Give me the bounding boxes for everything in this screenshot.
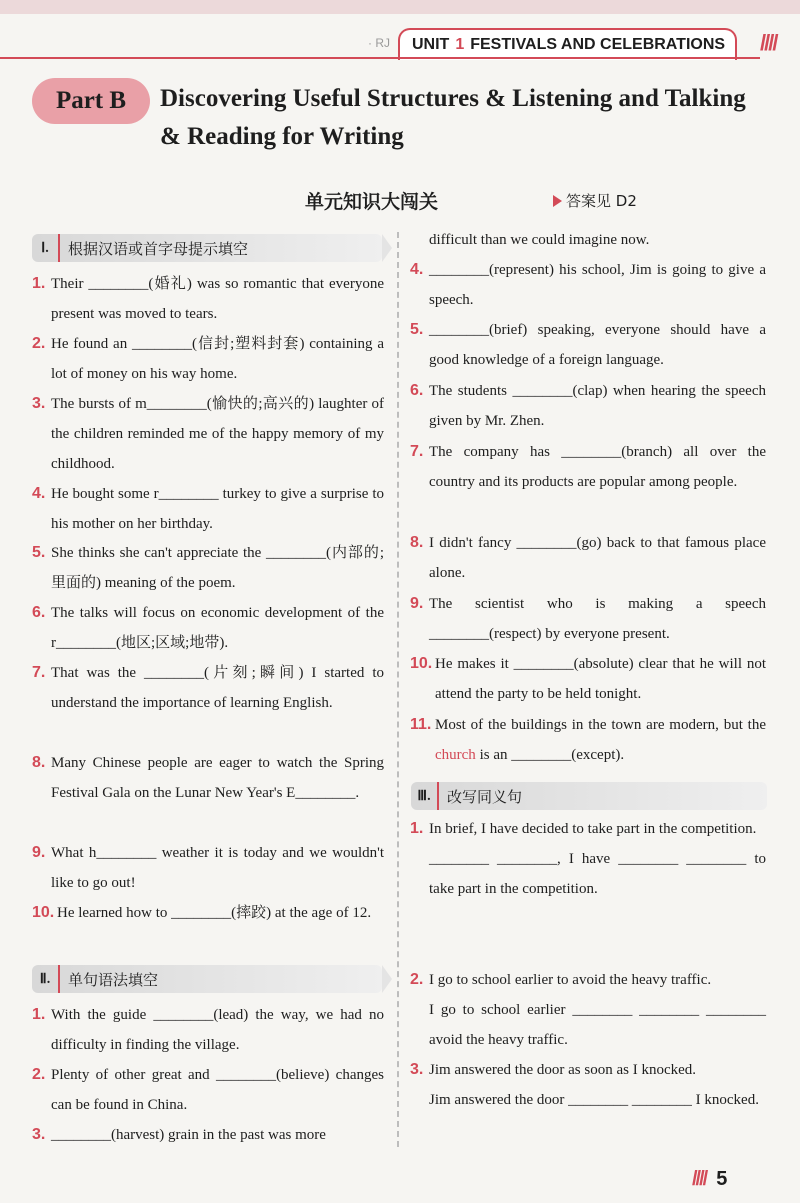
list-item (410, 1055, 766, 1115)
item-number: 9. (32, 844, 46, 861)
answer-reference (553, 190, 637, 211)
list-item (32, 748, 384, 808)
item-number: 5. (32, 544, 46, 561)
item-number: 3. (32, 1126, 46, 1143)
footer-slash-decoration: //// (692, 1168, 707, 1190)
item-number: 9. (410, 595, 424, 612)
item-text: I didn't fancy ________(go) back to that famous place alone. (429, 535, 766, 581)
column-divider (397, 232, 399, 1147)
list-item (32, 479, 384, 539)
item-rewrite: ________ ________, I have ________ ________ to take part in the competition. (429, 851, 766, 897)
item-number: 8. (410, 534, 424, 551)
page-number: 5 (716, 1168, 728, 1190)
item-number: 1. (32, 275, 46, 292)
item-text: What h________ weather it is today and we wouldn't like to go out! (51, 845, 384, 891)
section-heading: 单元知识大闯关 (305, 191, 439, 213)
list-item (410, 965, 766, 1055)
item-text: He learned how to ________(摔跤) at the age of 12. (57, 905, 372, 921)
item-rewrite: I go to school earlier ________ ________ ________ avoid the heavy traffic. (429, 1002, 766, 1048)
highlight-word: church (435, 747, 476, 763)
item-text: He makes it ________(absolute) clear that he will not attend the party to be held tonight. (435, 656, 766, 702)
list-item (32, 329, 384, 389)
item-number: 5. (410, 321, 424, 338)
page-footer (692, 1168, 727, 1191)
section-roman-2: Ⅱ. (32, 965, 60, 993)
header-prefix: · RJ (368, 36, 390, 50)
unit-header (398, 28, 737, 60)
header-slash-decoration: //// (760, 30, 777, 55)
list-item (32, 269, 384, 329)
item-text: Many Chinese people are eager to watch the Spring Festival Gala on the Lunar New Year's E________. (51, 755, 384, 801)
item-number: 1. (410, 820, 424, 837)
section-title-1: 根据汉语或首字母提示填空 (68, 239, 249, 258)
item-number: 1. (32, 1006, 46, 1023)
item-text: In brief, I have decided to take part in the competition. (429, 821, 757, 837)
item-text: ________(brief) speaking, everyone should have a good knowledge of a foreign language. (429, 322, 766, 368)
item-number: 8. (32, 754, 46, 771)
list-item (410, 528, 766, 588)
item-text: That was the ________(片刻;瞬间) I started to understand the importance of learning English. (51, 665, 384, 711)
item-text: The talks will focus on economic development of the r________(地区;区域;地带). (51, 605, 384, 651)
item-text: Their ________(婚礼) was so romantic that everyone present was moved to tears. (51, 276, 384, 322)
item-text-after: is an ________(except). (475, 747, 625, 763)
list-item (32, 538, 384, 598)
list-item (410, 315, 766, 375)
item-text: He found an ________(信封;塑料封套) containing a lot of money on his way home. (51, 336, 384, 382)
list-item (410, 255, 766, 315)
item-text: With the guide ________(lead) the way, we had no difficulty in finding the village. (51, 1007, 384, 1053)
item-number: 11. (410, 716, 432, 733)
section-bar-2 (32, 965, 382, 993)
item-number: 4. (32, 485, 46, 502)
item-rewrite: Jim answered the door ________ ________ I knocked. (429, 1092, 759, 1108)
item-text: ________(harvest) grain in the past was more (51, 1127, 326, 1143)
part-label: Part B (55, 87, 127, 114)
item-text (435, 710, 766, 770)
section-bar-end (382, 965, 392, 993)
list-item (32, 838, 384, 898)
header-rule (0, 57, 760, 59)
section-title-2: 单句语法填空 (68, 970, 159, 989)
list-item (410, 814, 766, 904)
list-item (410, 437, 766, 497)
item-number: 2. (410, 971, 424, 988)
item-number: 6. (410, 382, 424, 399)
item-number: 7. (410, 443, 424, 460)
list-item (410, 649, 766, 709)
answer-reference-text: 答案见 D2 (566, 192, 637, 210)
list-item (32, 898, 384, 928)
item-text: The bursts of m________(愉快的;高兴的) laughter of the children reminded me of the happy memory of my childhood. (51, 396, 384, 472)
item-text: The students ________(clap) when hearing the speech given by Mr. Zhen. (429, 383, 766, 429)
section-roman-1: Ⅰ. (32, 234, 60, 262)
triangle-arrow-icon (553, 195, 562, 207)
item-text: She thinks she can't appreciate the ________(内部的;里面的) meaning of the poem. (51, 545, 384, 591)
section-bar-3 (411, 782, 767, 810)
item-text: ________(represent) his school, Jim is going to give a speech. (429, 262, 766, 308)
item-number: 10. (410, 655, 433, 672)
list-item (410, 376, 766, 436)
item-text-before: Most of the buildings in the town are modern, but the (435, 717, 766, 733)
item-number: 2. (32, 335, 46, 352)
item-number: 3. (32, 395, 46, 412)
list-item (32, 598, 384, 658)
item-number: 10. (32, 904, 55, 921)
item-text: The scientist who is making a speech ________(respect) by everyone present. (429, 596, 766, 642)
section-title-3: 改写同义句 (447, 787, 523, 806)
item-text: I go to school earlier to avoid the heavy traffic. (429, 972, 712, 988)
item-text: The company has ________(branch) all over the country and its products are popular among people. (429, 444, 766, 490)
item-number: 2. (32, 1066, 46, 1083)
item-number: 4. (410, 261, 424, 278)
list-item (32, 389, 384, 479)
item-number: 3. (410, 1061, 424, 1078)
unit-label: UNIT (412, 36, 450, 53)
item-continuation: difficult than we could imagine now. (429, 232, 650, 248)
unit-number: 1 (455, 36, 465, 53)
list-item (32, 1120, 384, 1150)
item-number: 7. (32, 664, 46, 681)
header-stripe (0, 0, 800, 14)
item-text: Jim answered the door as soon as I knocked. (429, 1062, 697, 1078)
list-item (32, 658, 384, 718)
list-item (410, 710, 766, 770)
item-text: Plenty of other great and ________(believe) changes can be found in China. (51, 1067, 384, 1113)
list-item (32, 1060, 384, 1120)
list-item (32, 1000, 384, 1060)
section-bar-1 (32, 234, 382, 262)
section-roman-3: Ⅲ. (411, 782, 439, 810)
unit-title: FESTIVALS AND CELEBRATIONS (470, 36, 726, 53)
item-text: He bought some r________ turkey to give a surprise to his mother on her birthday. (51, 486, 384, 532)
part-title: Discovering Useful Structures & Listening and Talking & Reading for Writing (160, 85, 746, 150)
item-number: 6. (32, 604, 46, 621)
section-bar-end (382, 234, 392, 262)
part-label-pill (32, 78, 150, 124)
list-item (410, 589, 766, 649)
